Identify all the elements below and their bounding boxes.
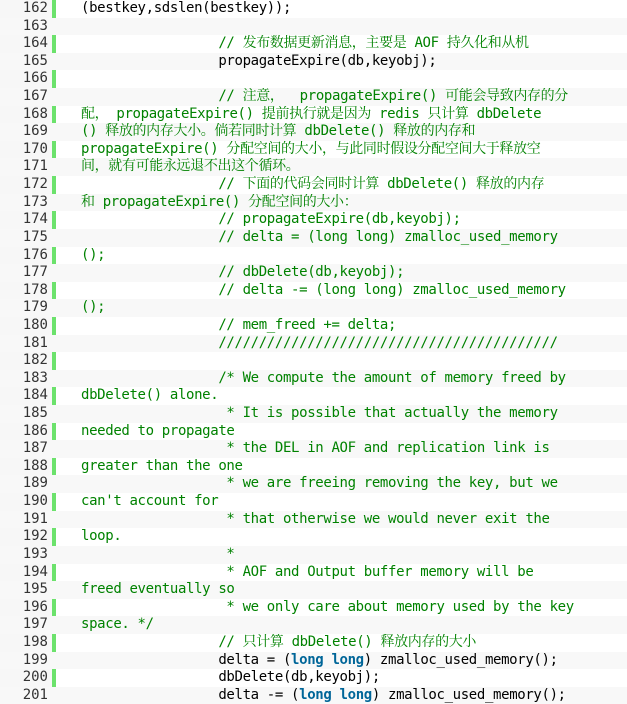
line-number: 162 (22, 0, 48, 16)
code-token: delta -= ( (81, 686, 300, 703)
code-comment: * AOF and Output buffer memory will be (81, 563, 534, 580)
code-line (0, 211, 627, 229)
code-line (0, 299, 627, 317)
code-text (81, 652, 627, 670)
code-line (0, 106, 627, 124)
code-comment: loop. (81, 528, 122, 545)
code-line (0, 35, 627, 53)
code-comment: * the DEL in AOF and replication link is (81, 440, 550, 457)
line-number: 192 (22, 528, 48, 545)
code-line (0, 317, 627, 335)
code-text (81, 687, 627, 704)
code-comment: 和 propagateExpire() 分配空间的大小： (81, 193, 358, 210)
code-comment: /* We compute the amount of memory freed by (81, 369, 566, 386)
code-line (0, 53, 627, 71)
line-number: 197 (22, 616, 48, 633)
line-number: 198 (22, 633, 48, 650)
line-number: 182 (22, 352, 48, 369)
code-comment: freed eventually so (81, 581, 235, 598)
line-number: 200 (22, 669, 48, 686)
code-comment: * we are freeing removing the key, but we (81, 475, 558, 492)
code-line (0, 423, 627, 441)
code-line (0, 475, 627, 493)
code-line (0, 88, 627, 106)
code-line (0, 370, 627, 388)
line-number: 172 (22, 176, 48, 193)
code-line (0, 546, 627, 564)
code-line (0, 282, 627, 300)
line-number: 191 (22, 510, 48, 527)
code-line (0, 141, 627, 159)
code-line (0, 511, 627, 529)
keyword-token: long long (299, 686, 372, 703)
code-comment: () 释放的内存大小。倘若同时计算 dbDelete() 释放的内存和 (81, 123, 476, 140)
line-number: 185 (22, 405, 48, 422)
line-number: 196 (22, 598, 48, 615)
code-line (0, 264, 627, 282)
code-comment: // dbDelete(db,keyobj); (81, 264, 405, 281)
line-number: 188 (22, 457, 48, 474)
line-number: 173 (22, 193, 48, 210)
line-number: 186 (22, 422, 48, 439)
line-number: 179 (22, 299, 48, 316)
code-line (0, 387, 627, 405)
code-comment: 配， propagateExpire() 提前执行就是因为 redis 只计算 dbDelete (81, 105, 542, 122)
code-line (0, 247, 627, 265)
code-comment: // 下面的代码会同时计算 dbDelete() 释放的内存 (81, 176, 545, 193)
code-line (0, 599, 627, 617)
line-number: 165 (22, 52, 48, 69)
line-number: 181 (22, 334, 48, 351)
code-comment: dbDelete() alone. (81, 387, 219, 404)
code-comment: (); (81, 246, 106, 263)
code-token: (bestkey,sdslen(bestkey)); (81, 0, 292, 16)
code-text (81, 0, 627, 18)
code-comment: (); (81, 299, 106, 316)
code-comment: // propagateExpire(db,keyobj); (81, 211, 461, 228)
code-token: dbDelete(db,keyobj); (81, 669, 380, 686)
line-number: 193 (22, 545, 48, 562)
code-comment: // 发布数据更新消息，主要是 AOF 持久化和从机 (81, 35, 529, 52)
code-comment: * we only care about memory used by the key (81, 598, 574, 615)
code-text (81, 669, 627, 687)
code-line (0, 229, 627, 247)
code-line (0, 440, 627, 458)
code-comment: can't account for (81, 493, 219, 510)
code-text (81, 53, 627, 71)
code-line (0, 158, 627, 176)
line-number: 168 (22, 105, 48, 122)
code-line (0, 581, 627, 599)
line-number: 163 (22, 17, 48, 34)
code-comment: // delta -= (long long) zmalloc_used_memory (81, 281, 566, 298)
code-token: propagateExpire(db,keyobj); (81, 52, 437, 69)
line-number: 167 (22, 88, 48, 105)
code-line (0, 335, 627, 353)
line-number: 201 (22, 686, 48, 703)
code-line (0, 687, 627, 704)
code-comment: ////////////////////////////////////////// (81, 334, 558, 351)
line-number: 187 (22, 440, 48, 457)
line-number: 183 (22, 369, 48, 386)
code-comment: * that otherwise we would never exit the (81, 510, 550, 527)
code-line (0, 18, 627, 36)
code-comment: space. */ (81, 616, 154, 633)
code-line (0, 194, 627, 212)
code-line (0, 405, 627, 423)
line-number: 194 (22, 563, 48, 580)
line-number: 175 (22, 228, 48, 245)
code-comment: // 注意， propagateExpire() 可能会导致内存的分 (81, 88, 568, 105)
line-number: 169 (22, 123, 48, 140)
code-line (0, 70, 627, 88)
line-number: 180 (22, 316, 48, 333)
line-number: 195 (22, 581, 48, 598)
line-number: 164 (22, 35, 48, 52)
line-number: 199 (22, 651, 48, 668)
code-comment: // 只计算 dbDelete() 释放内存的大小 (81, 633, 477, 650)
code-line (0, 564, 627, 582)
code-line (0, 616, 627, 634)
code-token: delta = ( (81, 651, 292, 668)
code-line (0, 458, 627, 476)
code-comment: * It is possible that actually the memory (81, 405, 558, 422)
code-comment: greater than the one (81, 457, 243, 474)
line-number: 178 (22, 281, 48, 298)
code-comment: propagateExpire() 分配空间的大小，与此同时假设分配空间大于释放空 (81, 140, 541, 157)
code-line (0, 528, 627, 546)
code-line (0, 493, 627, 511)
line-number: 170 (22, 140, 48, 157)
code-comment: // mem_freed += delta; (81, 316, 397, 333)
line-number: 166 (22, 70, 48, 87)
line-number: 171 (22, 158, 48, 175)
code-token: ) zmalloc_used_memory(); (371, 686, 566, 703)
code-line (0, 176, 627, 194)
line-number: 184 (22, 387, 48, 404)
code-comment: * (81, 545, 235, 562)
code-line (0, 652, 627, 670)
line-number: 176 (22, 246, 48, 263)
line-number: 190 (22, 493, 48, 510)
line-number: 189 (22, 475, 48, 492)
code-token: ) zmalloc_used_memory(); (363, 651, 558, 668)
line-number: 174 (22, 211, 48, 228)
code-line (0, 0, 627, 18)
code-line (0, 634, 627, 652)
code-comment: 间，就有可能永远退不出这个循环。 (81, 158, 300, 175)
code-comment: needed to propagate (81, 422, 235, 439)
code-line (0, 123, 627, 141)
code-line (0, 669, 627, 687)
keyword-token: long long (291, 651, 364, 668)
line-number: 177 (22, 264, 48, 281)
code-line (0, 352, 627, 370)
code-comment: // delta = (long long) zmalloc_used_memory (81, 228, 558, 245)
